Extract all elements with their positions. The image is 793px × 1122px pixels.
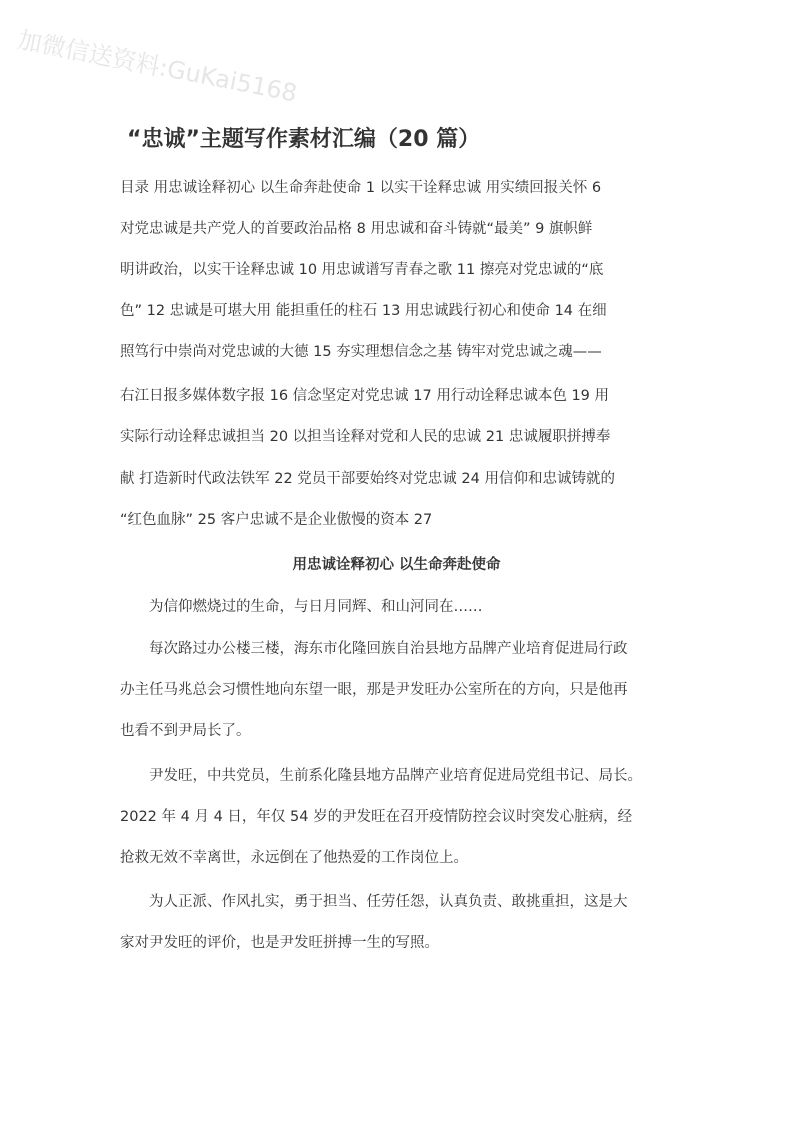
section-heading: 用忠诚诠释初心 以生命奔赴使命 (292, 557, 501, 573)
document-title: “忠诚”主题写作素材汇编（20 篇） (127, 127, 481, 152)
body-line: 办主任马兆总会习惯性地向东望一眼，那是尹发旺办公室所在的方向，只是他再 (120, 682, 628, 698)
body-line: 每次路过办公楼三楼，海东市化隆回族自治县地方品牌产业培育促进局行政 (120, 641, 628, 657)
toc-line: 照笃行中崇尚对党忠诚的大德 15 夯实理想信念之基 铸牢对党忠诚之魂—— (120, 344, 602, 360)
toc-line: 对党忠诚是共产党人的首要政治品格 8 用忠诚和奋斗铸就“最美” 9 旗帜鲜 (120, 221, 593, 237)
body-line: 尹发旺，中共党员，生前系化隆县地方品牌产业培育促进局党组书记、局长。 (120, 768, 642, 784)
body-line: 也看不到尹局长了。 (120, 723, 251, 739)
toc-line: 目录 用忠诚诠释初心 以生命奔赴使命 1 以实干诠释忠诚 用实绩回报关怀 6 (120, 180, 602, 196)
body-line: 抢救无效不幸离世，永远倒在了他热爱的工作岗位上。 (120, 850, 468, 866)
toc-line: 献 打造新时代政法铁军 22 党员干部要始终对党忠诚 24 用信仰和忠诚铸就的 (120, 471, 615, 487)
body-line: 家对尹发旺的评价，也是尹发旺拼搏一生的写照。 (120, 935, 439, 951)
toc-line: “红色血脉” 25 客户忠诚不是企业傲慢的资本 27 (120, 512, 433, 528)
toc-line: 明讲政治，以实干诠释忠诚 10 用忠诚谱写青春之歌 11 擦亮对党忠诚的“底 (120, 262, 604, 278)
watermark: 加微信送资料:GuKai5168 (15, 25, 300, 108)
toc-line: 实际行动诠释忠诚担当 20 以担当诠释对党和人民的忠诚 21 忠诚履职拼搏奉 (120, 429, 611, 445)
toc-line: 色” 12 忠诚是可堪大用 能担重任的柱石 13 用忠诚践行初心和使命 14 在细 (120, 303, 607, 319)
toc-line: 右江日报多媒体数字报 16 信念坚定对党忠诚 17 用行动诠释忠诚本色 19 用 (120, 388, 610, 404)
body-line: 2022 年 4 月 4 日，年仅 54 岁的尹发旺在召开疫情防控会议时突发心脏病，经 (120, 809, 633, 825)
body-line: 为人正派、作风扎实，勇于担当、任劳任怨，认真负责、敢挑重担，这是大 (120, 894, 628, 910)
body-line: 为信仰燃烧过的生命，与日月同辉、和山河同在…… (120, 599, 483, 615)
